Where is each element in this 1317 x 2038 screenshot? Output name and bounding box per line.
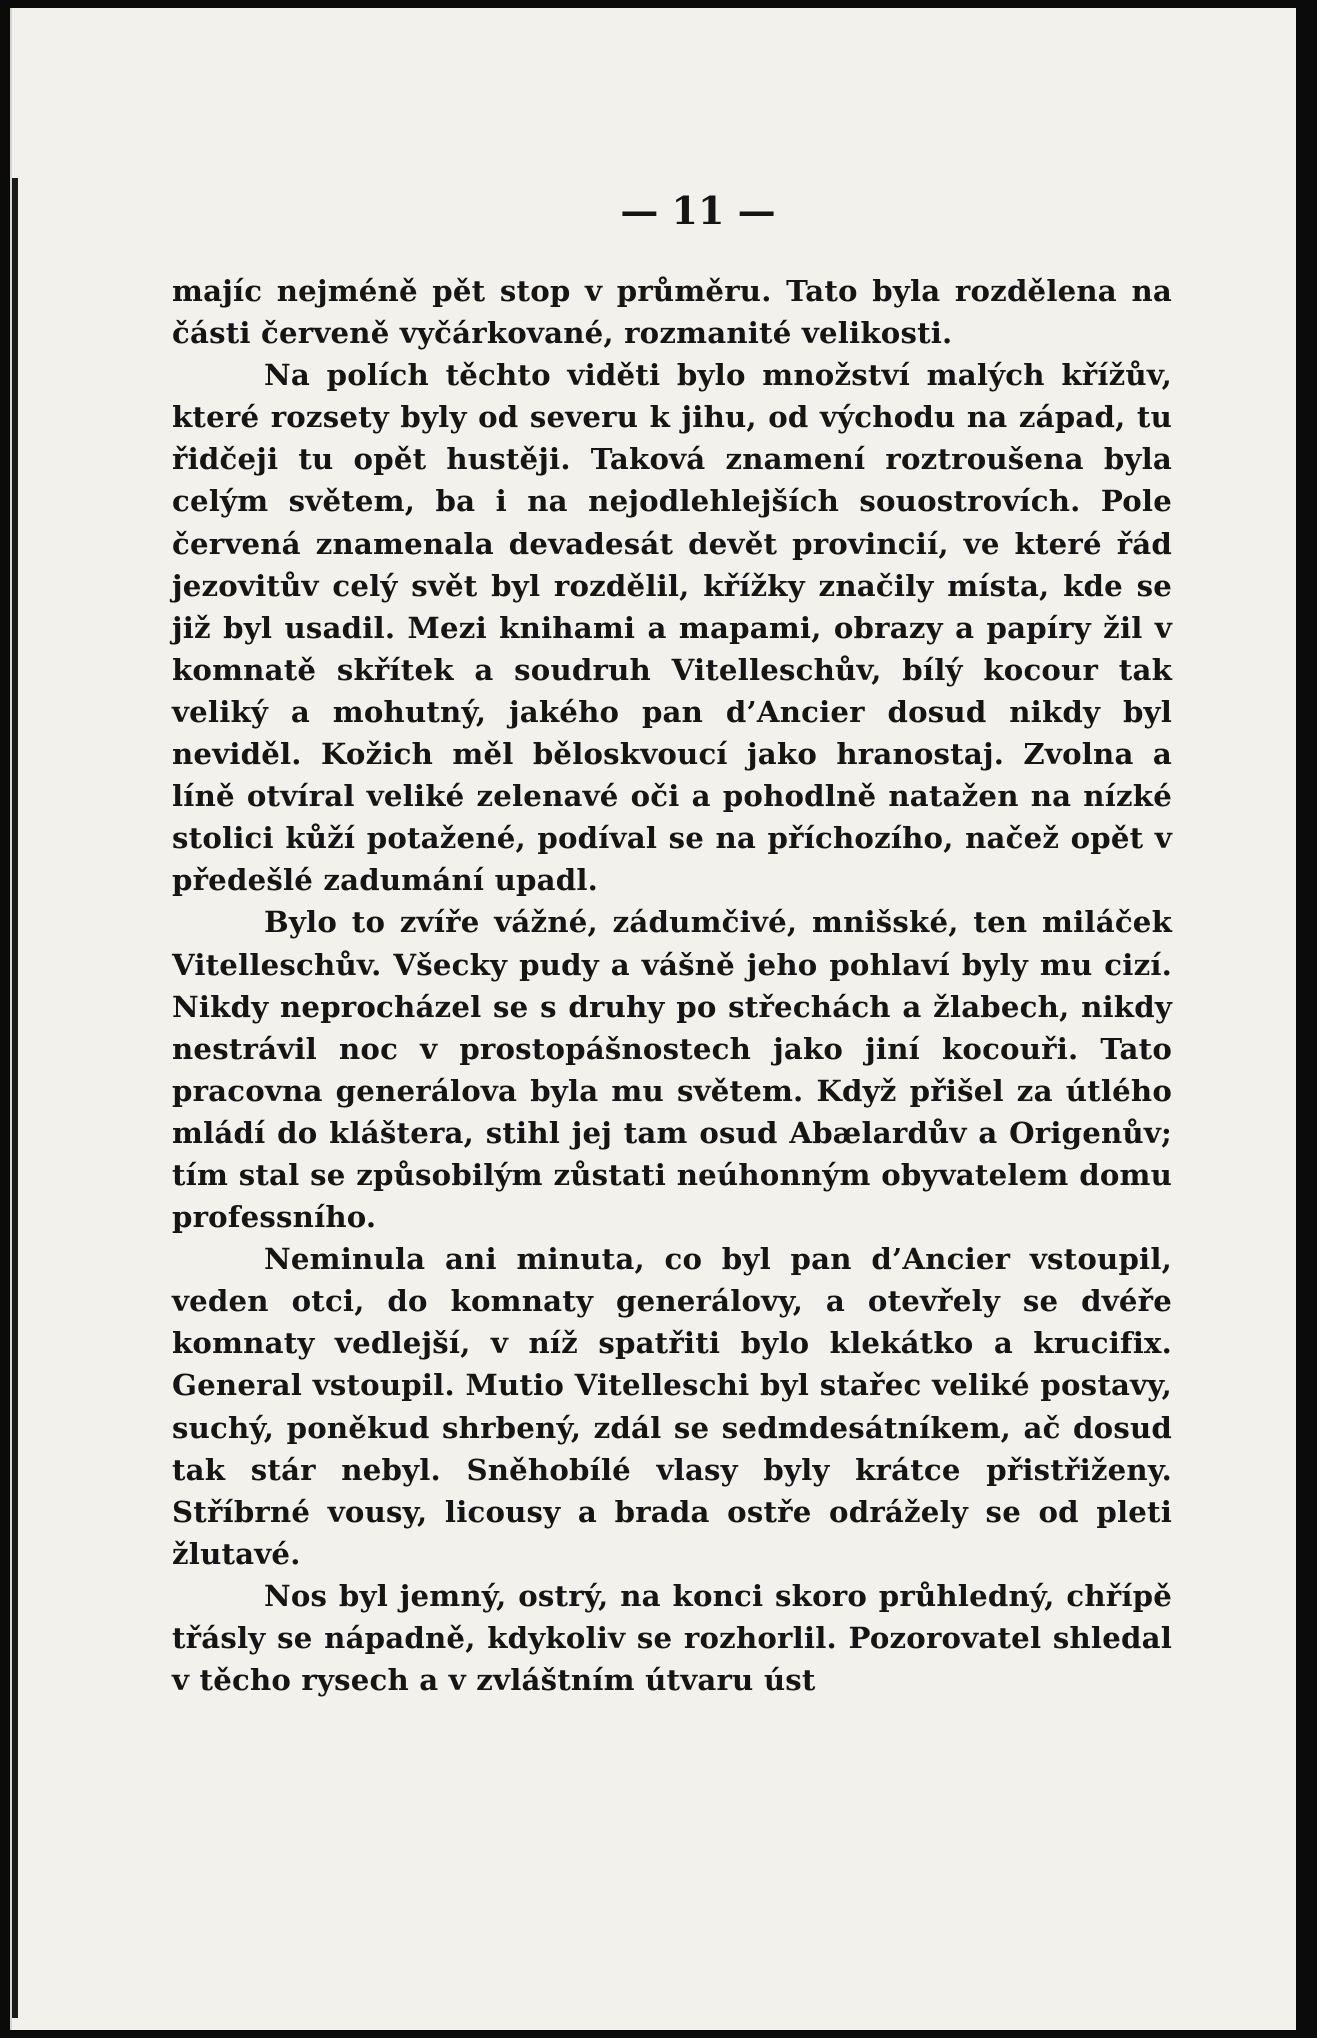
body-text [172,270,1172,1701]
paragraph-4: Neminula ani minuta, co byl pan d’Ancier vstoupil, veden otci, do komnaty generálovy, a otevřely se dvéře komnaty vedlejší, v níž spatřiti bylo klekátko a krucifix. General vstoupil. Mutio Vitelleschi byl stařec veliké postavy, suchý, poněkud shrbený, zdál se sedmdesátníkem, ač dosud tak stár nebyl. Sněhobílé vlasy byly krátce přistřiženy. Stříbrné vousy, licousy a brada ostře odrážely se od pleti žlutavé. [172,1242,1172,1571]
paragraph-1: majíc nejméně pět stop v průměru. Tato byla rozdělena na části červeně vyčárkované, rozmanité velikosti. [172,274,1172,351]
binding-edge [12,178,18,2018]
paragraph-3: Bylo to zvíře vážné, zádumčivé, mnišské, ten miláček Vitelleschův. Všecky pudy a vášně jeho pohlaví byly mu cizí. Nikdy neprocházel se s druhy po střechách a žlabech, nikdy nestrávil noc v prostopášnostech jako jiní kocouři. Tato pracovna generálova byla mu světem. Když přišel za útlého mládí do kláštera, stihl jej tam osud Abælardův a Origenův; tím stal se způsobilým zůstati neúhonným obyvatelem domu professního. [172,905,1172,1235]
book-page [10,8,1296,2030]
paragraph-5: Nos byl jemný, ostrý, na konci skoro průhledný, chřípě třásly se nápadně, kdykoliv se rozhorlil. Pozorovatel shledal v těcho rysech a v zvláštním útvaru úst [172,1578,1172,1698]
paragraph-2: Na polích těchto viděti bylo množství malých křížův, které rozsety byly od severu k jihu, od východu na západ, tu řidčeji tu opět hustěji. Taková znamení roztroušena byla celým světem, ba i na nejodlehlejších souostrovích. Pole červená znamenala devadesát devět provincií, ve které řád jezovitův celý svět byl rozdělil, křížky značily místa, kde se již byl usadil. Mezi knihami a mapami, obrazy a papíry žil v komnatě skřítek a soudruh Vitelleschův, bílý kocour tak veliký a mohutný, jakého pan d’Ancier dosud nikdy byl neviděl. Kožich měl běloskvoucí jako hranostaj. Zvolna a líně otvíral veliké zelenavé oči a pohodlně natažen na nízké stolici kůží potažené, podíval se na příchozího, načež opět v předešlé zadumání upadl. [172,358,1172,898]
page-number: — 11 — [620,188,776,233]
